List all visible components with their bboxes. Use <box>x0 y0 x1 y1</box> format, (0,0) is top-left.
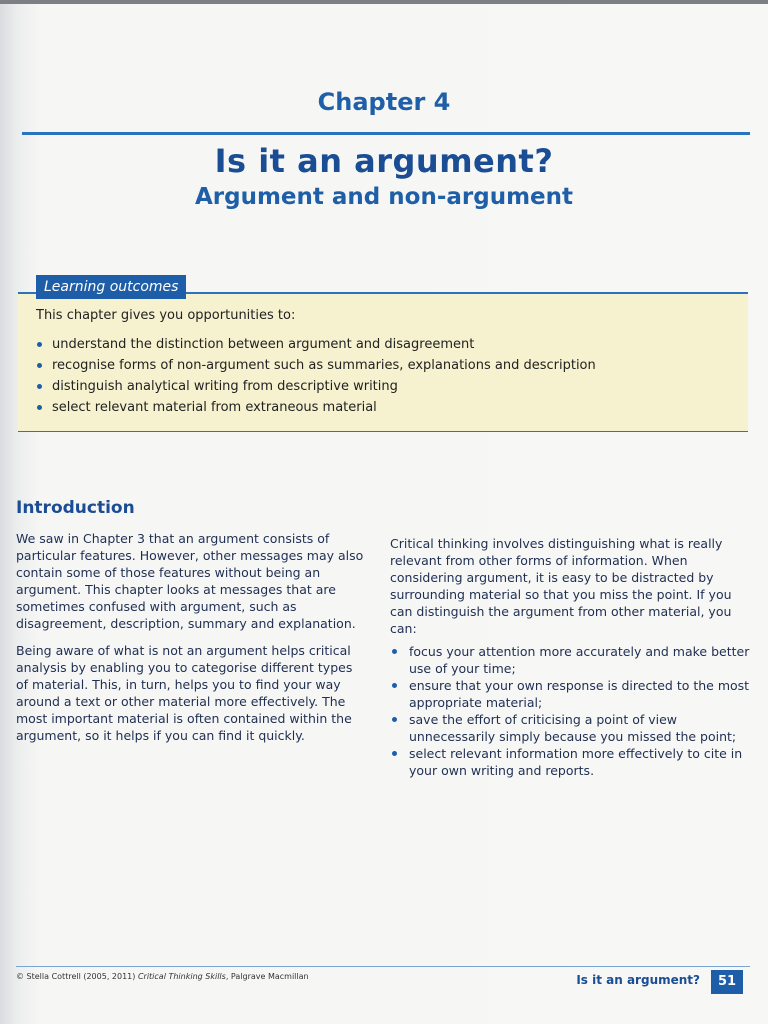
learning-outcome-item: understand the distinction between argument and disagreement <box>36 334 596 355</box>
chapter-subtitle: Argument and non-argument <box>194 184 574 210</box>
learning-outcomes-list <box>36 334 596 418</box>
publisher: , Palgrave Macmillan <box>225 972 309 981</box>
learning-outcome-item: distinguish analytical writing from descriptive writing <box>36 376 596 397</box>
learning-outcome-item: select relevant material from extraneous material <box>36 397 596 418</box>
running-title: Is it an argument? <box>576 973 700 987</box>
chapter-title: Is it an argument? <box>214 142 554 180</box>
page-number: 51 <box>711 970 743 994</box>
introduction-left-column <box>16 530 368 754</box>
body-paragraph: We saw in Chapter 3 that an argument consists of particular features. However, other messages may also contain some of those features without being an argument. This chapter looks at messages that are sometimes confused with argument, such as disagreement, description, summary and explanation. <box>16 531 364 631</box>
introduction-heading: Introduction <box>16 498 135 518</box>
copyright-notice <box>16 972 309 981</box>
footer-rule <box>16 966 750 967</box>
copyright-prefix: © Stella Cottrell (2005, 2011) <box>16 972 138 981</box>
chapter-rule <box>22 132 750 135</box>
chapter-label: Chapter 4 <box>317 88 451 116</box>
benefits-list <box>390 643 750 779</box>
benefit-item: select relevant information more effectively to cite in your own writing and reports. <box>390 745 750 779</box>
introduction-right-column <box>390 535 750 779</box>
learning-outcomes-label: Learning outcomes <box>36 275 186 299</box>
scan-top-edge <box>0 0 768 4</box>
benefit-item: ensure that your own response is directed to the most appropriate material; <box>390 677 750 711</box>
learning-outcomes-bottom-rule <box>18 431 748 432</box>
learning-outcomes-intro: This chapter gives you opportunities to: <box>36 308 296 323</box>
body-paragraph: Critical thinking involves distinguishing what is really relevant from other forms of information. When considering argument, it is easy to be distracted by surrounding material so that you miss the point. If you can distinguish the argument from other material, you can: <box>390 536 732 636</box>
body-paragraph: Being aware of what is not an argument helps critical analysis by enabling you to categorise different types of material. This, in turn, helps you to find your way around a text or other material more effectively. The most important material is often contained within the argument, so it helps if you can find it quickly. <box>16 643 353 743</box>
benefit-item: focus your attention more accurately and make better use of your time; <box>390 643 750 677</box>
benefit-item: save the effort of criticising a point of view unnecessarily simply because you missed the point; <box>390 711 750 745</box>
book-title: Critical Thinking Skills <box>137 972 226 981</box>
learning-outcome-item: recognise forms of non-argument such as summaries, explanations and description <box>36 355 596 376</box>
